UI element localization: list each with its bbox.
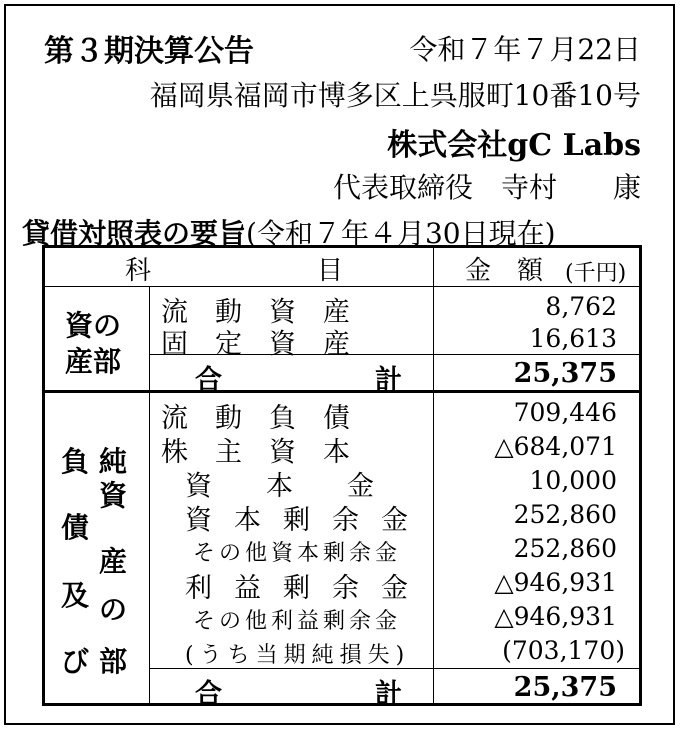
notice-date: 令和７年７月22日 xyxy=(409,33,641,66)
header-subject-2: 目 xyxy=(317,256,344,286)
liab-row-value: 252,860 xyxy=(513,534,617,563)
asset-row-label: 固 定 資 産 xyxy=(161,329,350,360)
liab-row-label: 流 動 負 債 xyxy=(161,403,350,434)
balance-sheet-table xyxy=(42,245,642,710)
liab-total-value: 25,375 xyxy=(513,672,617,703)
assets-total-label-1: 合 xyxy=(195,365,222,396)
assets-section-label-1: 資の xyxy=(65,309,122,342)
liab-section-label: 負 xyxy=(61,445,90,478)
assets-total-value: 25,375 xyxy=(513,358,617,389)
liab-section-label: 資 xyxy=(99,479,128,512)
amount-column-divider xyxy=(433,248,434,703)
assets-section-label-2: 産部 xyxy=(65,345,122,378)
liab-section-label: 及 xyxy=(61,579,90,612)
liab-row-value: △946,931 xyxy=(494,602,617,631)
asset-row-label: 流 動 資 産 xyxy=(161,297,350,328)
liab-section-label: 債 xyxy=(61,511,90,544)
representative-name: 代表取締役 寺村 康 xyxy=(332,171,641,204)
company-name: 株式会社gC Labs xyxy=(387,128,641,163)
liab-section-label: の xyxy=(99,593,128,626)
liab-section-label: 産 xyxy=(99,545,128,578)
liab-row-label: 資本剰余金 xyxy=(185,505,430,536)
liab-row-value: △946,931 xyxy=(494,568,617,597)
balance-sheet-title-main: 貸借対照表の要旨 xyxy=(22,217,247,250)
liab-section-label: 部 xyxy=(99,645,128,678)
section-divider xyxy=(45,390,639,393)
liab-row-label: 資 本 金 xyxy=(185,471,374,502)
liab-row-value: 709,446 xyxy=(513,398,617,427)
liab-section-label: び xyxy=(61,645,90,678)
liab-section-label: 純 xyxy=(99,445,128,478)
balance-sheet-date: (令和７年４月30日現在) xyxy=(246,217,556,250)
liab-row-value: 252,860 xyxy=(513,500,617,529)
company-address: 福岡県福岡市博多区上呉服町10番10号 xyxy=(149,79,641,112)
liab-row-label: (うち当期純損失) xyxy=(185,643,411,668)
liab-row-label: その他資本剰余金 xyxy=(193,541,402,566)
header-amount: 金 額 xyxy=(465,256,544,286)
liab-row-value: △684,071 xyxy=(494,432,617,461)
liab-row-label: 利益剰余金 xyxy=(185,573,430,604)
liab-row-value: 10,000 xyxy=(529,466,617,495)
notice-title: 第３期決算公告 xyxy=(44,34,254,69)
asset-row-value: 16,613 xyxy=(529,324,617,353)
liab-row-label: その他利益剰余金 xyxy=(193,609,402,634)
liab-total-label-1: 合 xyxy=(195,679,222,710)
liab-row-label: 株 主 資 本 xyxy=(161,437,350,468)
assets-total-label-2: 計 xyxy=(375,365,402,396)
header-subject-1: 科 xyxy=(125,256,152,286)
asset-row-value: 8,762 xyxy=(545,292,617,321)
liab-total-label-2: 計 xyxy=(375,679,402,710)
header-unit: (千円) xyxy=(565,261,627,286)
liab-row-value: (703,170) xyxy=(502,636,625,665)
category-column-divider xyxy=(149,286,150,703)
